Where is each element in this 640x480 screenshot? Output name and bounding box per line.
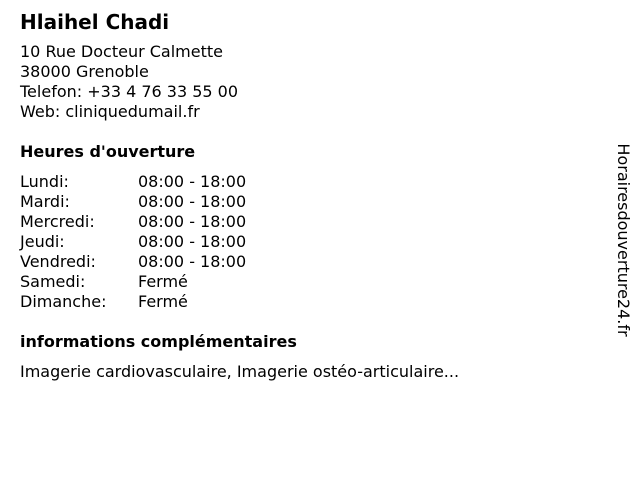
- additional-info-heading: informations complémentaires: [20, 332, 297, 351]
- business-card: [20, 8, 580, 382]
- hours-row-saturday: [20, 272, 580, 292]
- business-name: Hlaihel Chadi: [20, 10, 170, 34]
- day-label: Vendredi:: [20, 252, 96, 271]
- time-range: 08:00 - 18:00: [138, 212, 247, 231]
- time-range: 08:00 - 18:00: [138, 232, 247, 251]
- opening-hours-table: [20, 172, 580, 312]
- city-postal: 38000 Grenoble: [20, 62, 149, 81]
- hours-row-tuesday: [20, 192, 580, 212]
- day-label: Lundi:: [20, 172, 69, 191]
- opening-hours-heading: Heures d'ouverture: [20, 142, 196, 161]
- site-watermark: Horairesdouverture24.fr: [614, 143, 633, 337]
- day-label: Mercredi:: [20, 212, 95, 231]
- day-label: Jeudi:: [20, 232, 65, 251]
- street-address: 10 Rue Docteur Calmette: [20, 42, 223, 61]
- hours-row-sunday: [20, 292, 580, 312]
- hours-row-friday: [20, 252, 580, 272]
- time-range: Fermé: [138, 292, 188, 311]
- additional-info-text: Imagerie cardiovasculaire, Imagerie ostéo-articulaire...: [20, 362, 460, 381]
- day-label: Samedi:: [20, 272, 86, 291]
- day-label: Mardi:: [20, 192, 70, 211]
- address-block: [20, 42, 580, 122]
- web-line: Web: cliniquedumail.fr: [20, 102, 200, 121]
- hours-row-monday: [20, 172, 580, 192]
- time-range: 08:00 - 18:00: [138, 172, 247, 191]
- time-range: 08:00 - 18:00: [138, 192, 247, 211]
- day-label: Dimanche:: [20, 292, 107, 311]
- hours-row-wednesday: [20, 212, 580, 232]
- time-range: Fermé: [138, 272, 188, 291]
- hours-row-thursday: [20, 232, 580, 252]
- time-range: 08:00 - 18:00: [138, 252, 247, 271]
- phone-line: Telefon: +33 4 76 33 55 00: [20, 82, 239, 101]
